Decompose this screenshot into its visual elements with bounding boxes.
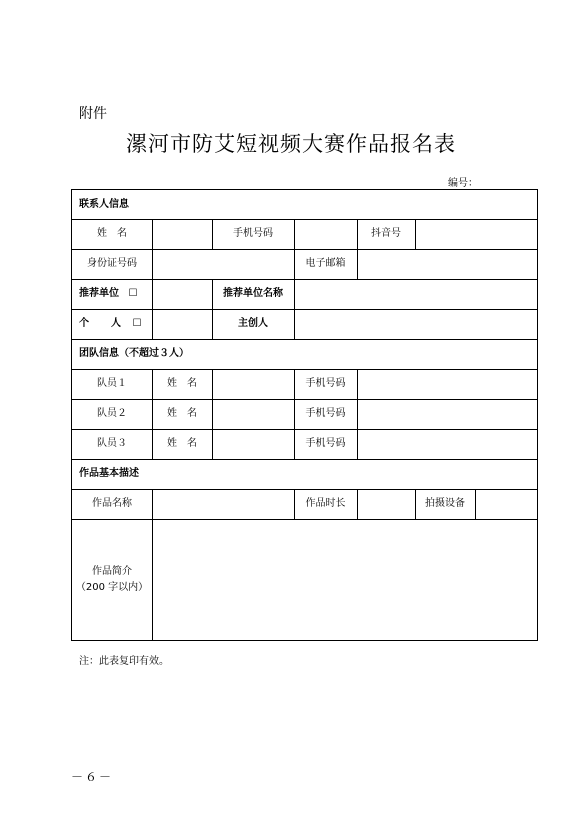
member-1-phone-field[interactable] [358, 369, 537, 399]
work-name-label: 作品名称 [92, 498, 132, 509]
recommend-unit-label: 推荐单位 [79, 288, 119, 299]
member-2-phone-label: 手机号码 [305, 408, 346, 419]
contact-douyin-label: 抖音号 [371, 228, 401, 239]
member-3-label: 队员３ [97, 438, 127, 449]
recommend-unit-checkbox[interactable]: ☐ [128, 288, 138, 299]
recommend-unit-name-field[interactable] [295, 279, 537, 309]
individual-label: 个 人 [79, 318, 127, 329]
recommend-unit-field[interactable] [153, 279, 212, 309]
member-3-phone-field[interactable] [358, 429, 537, 459]
work-device-label: 拍摄设备 [425, 498, 465, 509]
creator-label: 主创人 [238, 318, 268, 329]
creator-field[interactable] [295, 309, 537, 339]
contact-name-label: 姓 名 [97, 228, 127, 239]
work-intro-limit: （200 字以内） [75, 581, 149, 593]
contact-douyin-field[interactable] [416, 219, 537, 249]
contact-email-field[interactable] [358, 249, 537, 279]
work-device-field[interactable] [476, 489, 537, 519]
recommend-unit-option[interactable] [79, 279, 152, 309]
member-3-phone-label: 手机号码 [305, 438, 346, 449]
member-2-name-label: 姓 名 [167, 408, 197, 419]
contact-phone-field[interactable] [295, 219, 357, 249]
contact-email-label: 电子邮箱 [305, 258, 346, 269]
member-1-label: 队员１ [97, 378, 127, 389]
attachment-label: 附件 [79, 106, 107, 122]
work-name-field[interactable] [153, 489, 294, 519]
team-section-title: 团队信息（不超过３人） [79, 348, 189, 359]
work-duration-label: 作品时长 [305, 498, 346, 509]
footer-note: 注：此表复印有效。 [79, 656, 169, 667]
member-1-phone-label: 手机号码 [305, 378, 346, 389]
member-3-name-label: 姓 名 [167, 438, 197, 449]
member-2-phone-field[interactable] [358, 399, 537, 429]
form-title: 漯河市防艾短视频大赛作品报名表 [126, 132, 456, 156]
work-intro-label-cell [72, 519, 152, 640]
work-intro-field[interactable] [153, 519, 537, 640]
member-3-name-field[interactable] [213, 429, 294, 459]
individual-field[interactable] [153, 309, 212, 339]
individual-checkbox[interactable]: ☐ [132, 318, 142, 329]
registration-form-table [71, 189, 538, 641]
row-divider [72, 459, 537, 460]
contact-section-title: 联系人信息 [79, 199, 129, 210]
individual-option[interactable] [79, 309, 152, 339]
member-2-name-field[interactable] [213, 399, 294, 429]
work-section-title: 作品基本描述 [79, 468, 139, 479]
contact-name-field[interactable] [153, 219, 212, 249]
member-2-label: 队员２ [97, 408, 127, 419]
recommend-unit-name-label: 推荐单位名称 [223, 288, 283, 299]
contact-id-label: 身份证号码 [87, 258, 137, 269]
serial-number-label: 编号： [448, 178, 478, 189]
page-number: －６－ [71, 770, 114, 784]
member-1-name-field[interactable] [213, 369, 294, 399]
member-1-name-label: 姓 名 [167, 378, 197, 389]
contact-phone-label: 手机号码 [233, 228, 273, 239]
contact-id-field[interactable] [153, 249, 294, 279]
work-intro-label: 作品简介 [92, 565, 132, 577]
work-duration-field[interactable] [358, 489, 415, 519]
